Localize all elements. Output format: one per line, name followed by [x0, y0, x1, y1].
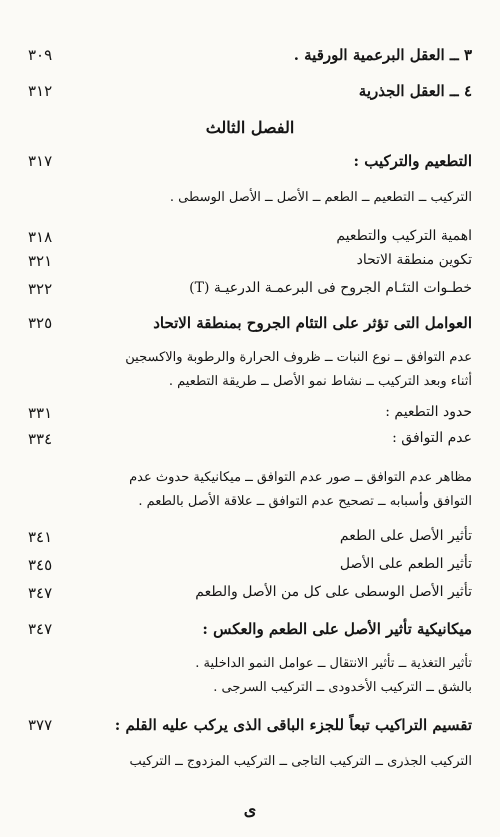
paragraph-line: مظاهر عدم التوافق ــ صور عدم التوافق ــ ميكانيكية حدوث عدم	[129, 470, 472, 485]
toc-entry-title: تكوين منطقة الاتحاد	[356, 252, 472, 268]
toc-entry-page: ٣٤٧	[28, 584, 53, 602]
toc-entry-title: ٣ ــ العقل البرعمية الورقية .	[293, 46, 472, 64]
topic-paragraph	[72, 466, 472, 514]
paragraph-line: تأثير التغذية ــ تأثير الانتقال ــ عوامل النمو الداخلية .	[195, 656, 472, 671]
toc-entry-page: ٣٧٧	[28, 716, 53, 734]
toc-entry-page: ٣١٢	[28, 82, 53, 100]
toc-entry-title: تأثير الأصل الوسطى على كل من الأصل والطعم	[195, 584, 472, 600]
toc-entry-title: ميكانيكية تأثير الأصل على الطعم والعكس :	[202, 620, 472, 638]
topic-paragraph	[72, 346, 472, 394]
toc-entry-page: ٣٢١	[28, 252, 53, 270]
paragraph-line: عدم التوافق ــ نوع النبات ــ ظروف الحرارة والرطوبة والاكسجين	[125, 350, 472, 365]
paragraph-line: التوافق وأسبابه ــ تصحيح عدم التوافق ــ علاقة الأصل بالطعم .	[138, 494, 472, 509]
toc-entry-page: ٣١٧	[28, 152, 53, 170]
toc-entry-page: ٣٤١	[28, 528, 53, 546]
paragraph-line: التركيب ــ التطعيم ــ الطعم ــ الأصل ــ الأصل الوسطى .	[169, 190, 472, 205]
toc-entry-title: ٤ ــ العقل الجذرية	[358, 82, 472, 100]
toc-entry-page: ٣٠٩	[28, 46, 53, 64]
toc-entry-page: ٣٢٥	[28, 314, 53, 332]
toc-entry-title: تقسيم التراكيب تبعاً للجزء الباقى الذى يركب عليه القلم :	[114, 716, 472, 734]
toc-entry-title: عدم التوافق :	[392, 430, 472, 446]
paragraph-line: بالشق ــ التركيب الأخدودى ــ التركيب السرجى .	[213, 680, 472, 695]
topic-paragraph	[72, 186, 472, 210]
toc-entry-title: خطـوات التئـام الجروح فى البرعمـة الدرعيـة (T)	[189, 280, 472, 296]
toc-entry-page: ٣٢٢	[28, 280, 53, 298]
chapter-heading: الفصل الثالث	[205, 118, 295, 137]
toc-entry-page: ٣١٨	[28, 228, 53, 246]
toc-entry-title: حدود التطعيم :	[385, 404, 472, 420]
topic-paragraph	[72, 750, 472, 774]
toc-entry-page: ٣٣٤	[28, 430, 53, 448]
paragraph-line: التركيب الجذرى ــ التركيب التاجى ــ التركيب المزدوج ــ التركيب	[129, 754, 472, 769]
toc-entry-page: ٣٤٧	[28, 620, 53, 638]
toc-entry-title: اهمية التركيب والتطعيم	[336, 228, 472, 244]
toc-entry-page: ٣٣١	[28, 404, 53, 422]
page-footer-mark: ى	[243, 800, 257, 819]
toc-entry-page: ٣٤٥	[28, 556, 53, 574]
toc-entry-title: العوامل التى تؤثر على التئام الجروح بمنطقة الاتحاد	[153, 314, 472, 332]
toc-entry-title: تأثير الطعم على الأصل	[339, 556, 472, 572]
topic-paragraph	[72, 652, 472, 700]
toc-entry-title: تأثير الأصل على الطعم	[339, 528, 472, 544]
paragraph-line: أثناء وبعد التركيب ــ نشاط نمو الأصل ــ طريقة التطعيم .	[168, 374, 472, 389]
toc-entry-title: التطعيم والتركيب :	[353, 152, 472, 170]
